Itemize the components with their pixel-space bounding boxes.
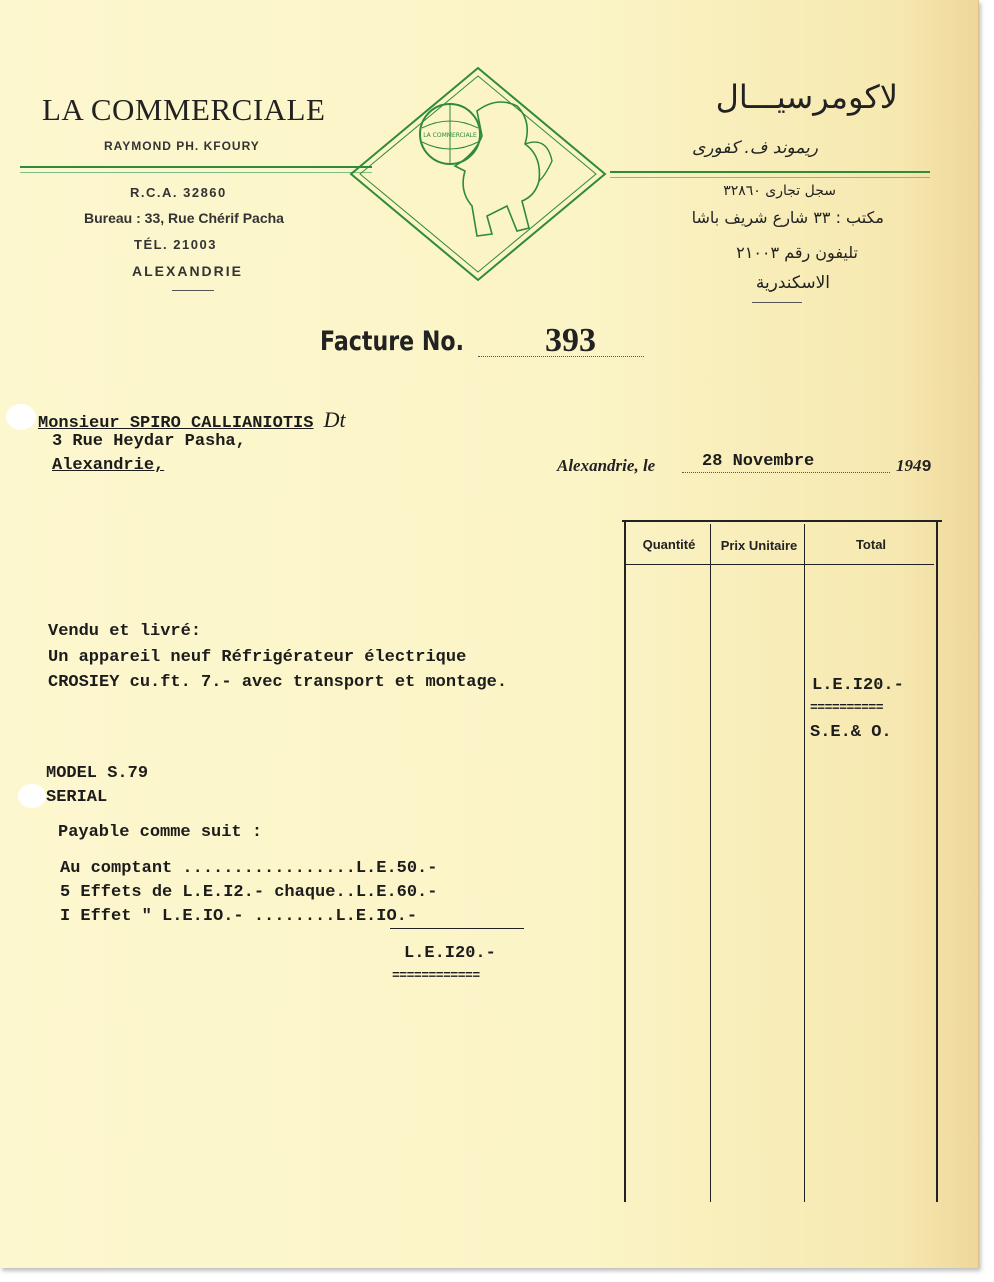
col-header-quantite: Quantité [642,537,696,552]
total-double-rule: ========== [810,700,884,715]
invoice-number: 393 [545,322,596,359]
payable-heading: Payable comme suit : [58,823,263,842]
item-description-line2: CROSIEY cu.ft. 7.- avec transport et montage. [48,673,508,692]
recipient-name-text: Monsieur SPIRO CALLIANIOTIS [38,414,314,433]
serial-label: SERIAL [46,788,108,807]
right-divider [752,302,802,303]
rca-number: R.C.A. 32860 [130,185,227,200]
payment-line-2: 5 Effets de L.E.I2.- chaque..L.E.60.- [60,883,438,902]
date-dotline [682,472,890,473]
year-suffix: 9 [921,458,932,477]
table-header-rule [626,564,934,565]
invoice-label: Facture No. [320,326,465,357]
sold-heading: Vendu et livré: [48,622,202,641]
table-top-rule [622,520,942,522]
arabic-owner-name: ريموند ف. كفورى [691,138,818,158]
owner-name: RAYMOND PH. KFOURY [104,139,260,153]
table-col-divider-1 [710,524,711,1202]
city: ALEXANDRIE [132,263,244,279]
payment-line-1: Au comptant .................L.E.50.- [60,859,438,878]
date-day-month: 28 Novembre [702,452,815,471]
table-left-border [624,520,626,1202]
company-name: LA COMMERCIALE [42,92,326,127]
total-value: L.E.I20.- [812,676,904,695]
left-divider [172,290,214,291]
recipient-city: Alexandrie, [52,456,165,475]
arabic-telephone: تليفون رقم ٢١٠٠٣ [736,243,858,262]
punch-hole-top [6,404,36,430]
left-green-rule [20,166,372,173]
recipient-honorific: Dt [323,407,346,432]
arabic-city: الاسكندرية [755,273,830,293]
payment-sum-rule: ============ [392,968,480,983]
arabic-company-name: لاكومرسيـــال [715,78,898,116]
date-prefix: Alexandrie, le [557,456,656,475]
payment-underline [390,928,524,929]
right-green-rule [610,171,930,178]
lion-globe-logo [347,66,609,282]
col-header-total: Total [855,537,887,552]
col-header-prix-unitaire: Prix Unitaire [720,538,798,553]
bureau-address: Bureau : 33, Rue Chérif Pacha [84,210,284,226]
punch-hole-bottom [18,784,46,808]
date-year [896,456,932,477]
table-col-divider-2 [804,524,805,1202]
payment-sum: L.E.I20.- [404,944,496,963]
payment-line-3: I Effet " L.E.IO.- ........L.E.IO.- [60,907,418,926]
errors-omissions-note: S.E.& O. [810,723,892,742]
telephone: TÉL. 21003 [134,237,217,252]
arabic-bureau: مكتب : ٣٣ شارع شريف باشا [691,208,884,227]
year-prefix: 194 [896,456,922,475]
table-right-border [936,520,938,1202]
arabic-rca: سجل تجارى ٣٢٨٦٠ [723,183,836,199]
model-number: MODEL S.79 [46,764,149,783]
recipient-name [38,407,346,433]
item-description-line1: Un appareil neuf Réfrigérateur électrique [48,648,467,667]
recipient-street: 3 Rue Heydar Pasha, [52,432,246,451]
logo-text: LA COMMERCIALE [423,132,477,139]
